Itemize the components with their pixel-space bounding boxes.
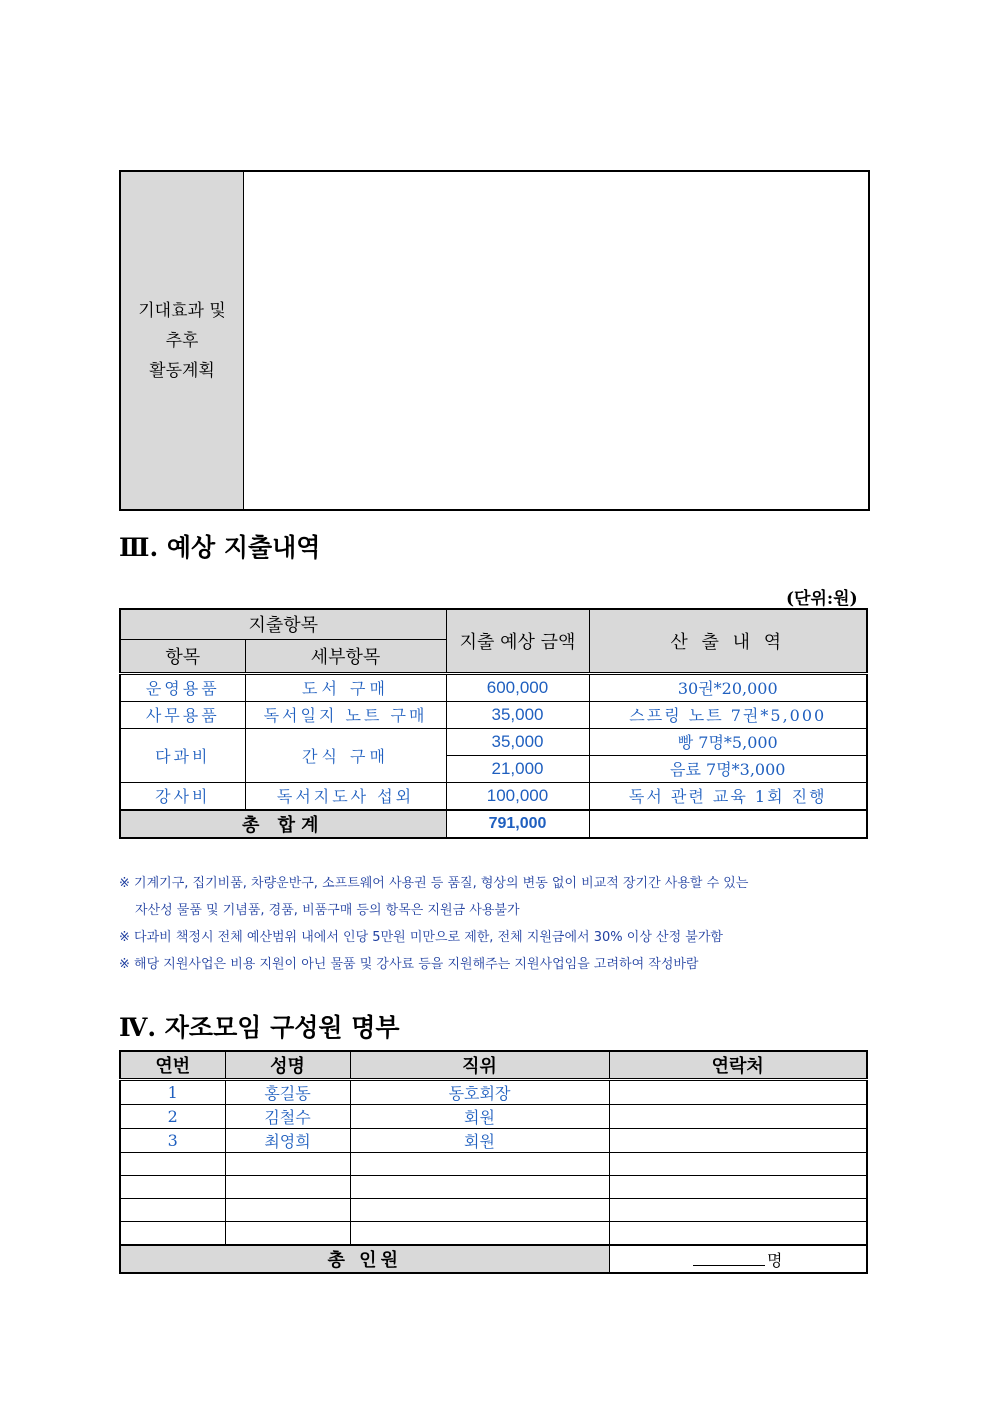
cell-contact[interactable] <box>609 1129 867 1153</box>
members-total-row <box>120 1245 867 1273</box>
cell-amount[interactable]: 21,000 <box>446 755 589 782</box>
cell-amount[interactable]: 35,000 <box>446 701 589 728</box>
cell-name[interactable] <box>225 1176 350 1199</box>
cell-name[interactable] <box>225 1222 350 1246</box>
table-row <box>120 673 867 701</box>
total-members-cell[interactable] <box>609 1245 867 1273</box>
effect-label-line-1: 기대효과 및 <box>138 300 226 321</box>
cell-no[interactable]: 1 <box>120 1080 225 1105</box>
effect-label-line-2: 추후 <box>165 330 199 351</box>
cell-position[interactable] <box>350 1153 609 1176</box>
cell-position[interactable] <box>350 1199 609 1222</box>
table-row <box>120 1080 867 1105</box>
cell-no[interactable] <box>120 1176 225 1199</box>
cell-calc[interactable]: 스프링 노트 7권*5,000 <box>589 701 867 728</box>
total-members-unit: 명 <box>767 1250 783 1270</box>
cell-name[interactable]: 김철수 <box>225 1105 350 1129</box>
cell-amount[interactable]: 600,000 <box>446 673 589 701</box>
members-table <box>119 1050 868 1274</box>
cell-no[interactable] <box>120 1153 225 1176</box>
cell-no[interactable]: 2 <box>120 1105 225 1129</box>
cell-item[interactable]: 강사비 <box>120 782 245 810</box>
cell-contact[interactable] <box>609 1222 867 1246</box>
note-2: ※ 다과비 책정시 전체 예산범위 내에서 인당 5만원 미만으로 제한, 전체 지원금에서 30% 이상 산정 불가함 <box>119 930 723 945</box>
expense-section-title: Ⅲ. 예상 지출내역 <box>119 533 321 562</box>
note-1-continued: 자산성 물품 및 기념품, 경품, 비품구매 등의 항목은 지원금 사용불가 <box>135 903 520 918</box>
table-row <box>120 782 867 810</box>
cell-detail[interactable]: 도서 구매 <box>245 673 446 701</box>
header-amount: 지출 예상 금액 <box>446 609 589 673</box>
total-members-blank[interactable] <box>693 1251 765 1266</box>
header-item: 항목 <box>120 639 245 673</box>
table-row <box>120 1222 867 1246</box>
cell-detail[interactable]: 독서지도사 섭외 <box>245 782 446 810</box>
cell-name[interactable]: 홍길동 <box>225 1080 350 1105</box>
cell-amount[interactable]: 100,000 <box>446 782 589 810</box>
cell-contact[interactable] <box>609 1199 867 1222</box>
cell-name[interactable]: 최영희 <box>225 1129 350 1153</box>
total-calc-empty[interactable] <box>589 810 867 838</box>
table-row <box>120 1153 867 1176</box>
table-row <box>120 1176 867 1199</box>
cell-detail[interactable]: 독서일지 노트 구매 <box>245 701 446 728</box>
header-expense-group: 지출항목 <box>120 609 446 639</box>
header-position: 직위 <box>350 1051 609 1080</box>
expense-table <box>119 608 868 839</box>
cell-no[interactable] <box>120 1222 225 1246</box>
cell-calc[interactable]: 빵 7명*5,000 <box>589 728 867 755</box>
cell-amount[interactable]: 35,000 <box>446 728 589 755</box>
effect-plan-box <box>119 170 870 511</box>
cell-position[interactable] <box>350 1222 609 1246</box>
cell-calc[interactable]: 독서 관련 교육 1회 진행 <box>589 782 867 810</box>
note-3: ※ 해당 지원사업은 비용 지원이 아닌 물품 및 강사료 등을 지원해주는 지원사업임을 고려하여 작성바람 <box>119 957 699 972</box>
cell-position[interactable]: 회원 <box>350 1105 609 1129</box>
cell-position[interactable] <box>350 1176 609 1199</box>
unit-label: (단위:원) <box>786 589 858 609</box>
total-label: 총 합계 <box>120 810 446 838</box>
total-amount[interactable]: 791,000 <box>446 810 589 838</box>
notes-block <box>119 870 879 978</box>
cell-name[interactable] <box>225 1199 350 1222</box>
cell-item[interactable]: 다과비 <box>120 728 245 782</box>
cell-item[interactable]: 사무용품 <box>120 701 245 728</box>
cell-detail[interactable]: 간식 구매 <box>245 728 446 782</box>
cell-contact[interactable] <box>609 1080 867 1105</box>
table-row <box>120 728 867 755</box>
header-contact: 연락처 <box>609 1051 867 1080</box>
cell-position[interactable]: 회원 <box>350 1129 609 1153</box>
table-row <box>120 1199 867 1222</box>
effect-plan-label <box>121 172 244 509</box>
cell-contact[interactable] <box>609 1105 867 1129</box>
cell-no[interactable] <box>120 1199 225 1222</box>
members-section-title: Ⅳ. 자조모임 구성원 명부 <box>119 1013 400 1042</box>
cell-calc[interactable]: 30권*20,000 <box>589 673 867 701</box>
header-calc: 산 출 내 역 <box>589 609 867 673</box>
header-detail: 세부항목 <box>245 639 446 673</box>
header-name: 성명 <box>225 1051 350 1080</box>
cell-contact[interactable] <box>609 1153 867 1176</box>
effect-plan-content-area[interactable] <box>244 172 868 509</box>
expense-total-row <box>120 810 867 838</box>
cell-position[interactable]: 동호회장 <box>350 1080 609 1105</box>
header-no: 연번 <box>120 1051 225 1080</box>
cell-no[interactable]: 3 <box>120 1129 225 1153</box>
table-row <box>120 1129 867 1153</box>
cell-item[interactable]: 운영용품 <box>120 673 245 701</box>
cell-contact[interactable] <box>609 1176 867 1199</box>
table-row <box>120 701 867 728</box>
effect-label-line-3: 활동계획 <box>149 360 215 381</box>
table-row <box>120 1105 867 1129</box>
cell-calc[interactable]: 음료 7명*3,000 <box>589 755 867 782</box>
total-members-label: 총 인원 <box>120 1245 609 1273</box>
cell-name[interactable] <box>225 1153 350 1176</box>
note-1: ※ 기계기구, 집기비품, 차량운반구, 소프트웨어 사용권 등 품질, 형상의 변동 없이 비교적 장기간 사용할 수 있는 <box>119 876 749 891</box>
